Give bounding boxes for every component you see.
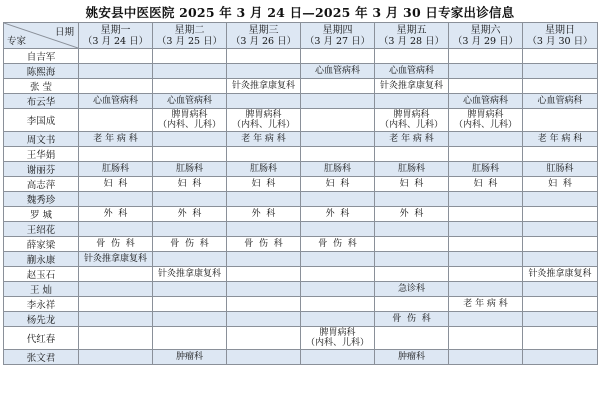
department-label: 脾胃病科 （内科、儿科） [379,110,443,130]
schedule-cell [375,109,449,132]
schedule-cell [449,312,523,327]
schedule-cell [449,350,523,365]
schedule-cell [523,297,598,312]
schedule-cell [375,177,449,192]
schedule-cell [153,132,227,147]
table-row [4,237,598,252]
expert-name: 魏秀珍 [4,192,79,207]
department-label: 心血管病科 [314,66,360,76]
date-label: （3 月 27 日） [304,35,371,47]
department-label: 心血管病科 [92,96,138,106]
weekday-label: 星期一 [100,24,131,36]
department-label: 肛肠科 [546,164,574,174]
department-label: 妇 科 [251,179,276,189]
schedule-cell [79,49,153,64]
day-header [449,23,523,49]
schedule-body [4,49,598,365]
date-label: （3 月 30 日） [527,35,593,47]
table-row [4,267,598,282]
schedule-cell [449,64,523,79]
schedule-cell [375,162,449,177]
table-row [4,297,598,312]
schedule-cell [301,132,375,147]
expert-name: 薛家梁 [4,237,79,252]
expert-name: 自吉军 [4,49,79,64]
schedule-cell [301,267,375,282]
schedule-cell [523,49,598,64]
schedule-cell [153,252,227,267]
weekday-label: 星期二 [174,24,205,36]
schedule-cell [523,192,598,207]
schedule-cell [227,109,301,132]
department-label: 肿瘤科 [175,352,203,362]
page-title: 姚安县中医医院 2025 年 3 月 24 日—2025 年 3 月 30 日专家出诊信息 [85,5,515,20]
schedule-cell [523,132,598,147]
weekday-label: 星期日 [545,24,575,36]
expert-name: 张文君 [4,350,79,365]
department-label: 心血管病科 [537,96,583,106]
schedule-cell [375,327,449,350]
schedule-cell [523,222,598,237]
day-header [79,23,153,49]
schedule-cell [153,94,227,109]
schedule-cell [79,327,153,350]
department-label: 外 科 [251,209,276,219]
day-header [301,23,375,49]
schedule-cell [301,350,375,365]
schedule-cell [301,252,375,267]
schedule-cell [523,79,598,94]
schedule-cell [153,192,227,207]
department-label: 脾胃病科 （内科、儿科） [157,110,221,130]
date-label: （3 月 25 日） [156,35,223,47]
schedule-cell [375,207,449,222]
department-label: 骨 伤 科 [392,314,431,324]
department-label: 老 年 病 科 [463,299,508,309]
schedule-cell [227,79,301,94]
date-label: （3 月 24 日） [82,35,149,47]
department-label: 妇 科 [548,179,572,189]
schedule-cell [375,282,449,297]
department-label: 老 年 病 科 [537,134,583,144]
schedule-cell [375,297,449,312]
schedule-cell [153,79,227,94]
table-row [4,252,598,267]
table-row [4,312,598,327]
schedule-cell [375,252,449,267]
schedule-cell [449,327,523,350]
department-label: 肿瘤科 [397,352,425,362]
schedule-cell [79,132,153,147]
schedule-cell [375,192,449,207]
expert-name: 王 灿 [4,282,79,297]
corner-expert-label: 专家 [7,36,27,47]
department-label: 针灸推拿康复科 [379,81,443,91]
expert-name: 蒯永康 [4,252,79,267]
schedule-cell [449,109,523,132]
schedule-cell [227,94,301,109]
schedule-cell [301,297,375,312]
schedule-cell [301,207,375,222]
schedule-cell [301,177,375,192]
department-label: 老 年 病 科 [241,134,286,144]
table-row [4,64,598,79]
schedule-cell [227,162,301,177]
expert-name: 李永祥 [4,297,79,312]
table-row [4,132,598,147]
department-label: 心血管病科 [388,66,434,76]
department-label: 急诊科 [397,284,425,294]
schedule-cell [301,222,375,237]
department-label: 老 年 病 科 [389,134,434,144]
schedule-cell [153,64,227,79]
department-label: 脾胃病科 （内科、儿科） [453,110,517,130]
schedule-cell [227,222,301,237]
expert-name: 张 莹 [4,79,79,94]
department-label: 肛肠科 [101,164,129,174]
department-label: 妇 科 [177,179,202,189]
table-row [4,109,598,132]
schedule-cell [79,79,153,94]
schedule-cell [79,109,153,132]
schedule-cell [375,222,449,237]
schedule-cell [523,327,598,350]
schedule-cell [79,252,153,267]
schedule-cell [449,147,523,162]
schedule-cell [523,64,598,79]
date-label: （3 月 29 日） [452,35,519,47]
table-row [4,162,598,177]
department-label: 外 科 [103,209,128,219]
expert-name: 李国成 [4,109,79,132]
schedule-table [3,22,598,365]
department-label: 针灸推拿康复科 [157,269,221,279]
schedule-cell [227,132,301,147]
schedule-cell [301,327,375,350]
schedule-cell [375,350,449,365]
schedule-cell [227,237,301,252]
schedule-cell [227,207,301,222]
schedule-cell [227,327,301,350]
schedule-cell [375,312,449,327]
schedule-cell [301,64,375,79]
schedule-cell [301,79,375,94]
table-row [4,350,598,365]
schedule-cell [523,207,598,222]
weekday-label: 星期五 [396,24,427,36]
weekday-label: 星期三 [248,24,279,36]
schedule-cell [153,312,227,327]
table-row [4,222,598,237]
schedule-cell [375,79,449,94]
schedule-cell [227,297,301,312]
schedule-cell [375,237,449,252]
schedule-cell [301,162,375,177]
department-label: 骨 伤 科 [318,239,357,249]
schedule-cell [449,192,523,207]
schedule-cell [523,109,598,132]
schedule-cell [79,222,153,237]
schedule-cell [301,147,375,162]
schedule-cell [79,64,153,79]
department-label: 骨 伤 科 [244,239,283,249]
date-label: （3 月 26 日） [230,35,297,47]
schedule-cell [523,267,598,282]
day-header [375,23,449,49]
department-label: 妇 科 [103,179,128,189]
schedule-cell [153,109,227,132]
table-row [4,192,598,207]
schedule-cell [449,252,523,267]
schedule-cell [79,147,153,162]
schedule-cell [301,312,375,327]
department-label: 心血管病科 [462,96,508,106]
schedule-cell [153,297,227,312]
department-label: 骨 伤 科 [96,239,135,249]
schedule-cell [153,162,227,177]
schedule-cell [79,94,153,109]
schedule-cell [227,147,301,162]
expert-name: 代红春 [4,327,79,350]
department-label: 针灸推拿康复科 [231,81,295,91]
table-row [4,49,598,64]
department-label: 肛肠科 [249,164,277,174]
table-row [4,147,598,162]
department-label: 脾胃病科 （内科、儿科） [305,328,369,348]
schedule-cell [449,282,523,297]
expert-name: 杨先龙 [4,312,79,327]
schedule-cell [375,64,449,79]
schedule-cell [301,237,375,252]
schedule-cell [523,350,598,365]
table-row [4,177,598,192]
schedule-cell [227,350,301,365]
department-label: 外 科 [325,209,350,219]
schedule-cell [79,312,153,327]
schedule-cell [227,267,301,282]
schedule-cell [523,252,598,267]
corner-date-label: 日期 [54,27,74,38]
expert-name: 罗 城 [4,207,79,222]
department-label: 妇 科 [473,179,498,189]
expert-name: 陈熙海 [4,64,79,79]
expert-name: 布云华 [4,94,79,109]
schedule-cell [153,282,227,297]
schedule-cell [523,237,598,252]
department-label: 针灸推拿康复科 [528,269,592,279]
schedule-cell [79,177,153,192]
table-row [4,327,598,350]
corner-cell [4,23,79,49]
schedule-cell [79,207,153,222]
schedule-cell [227,177,301,192]
schedule-cell [301,49,375,64]
schedule-cell [301,192,375,207]
schedule-cell [449,132,523,147]
day-header [523,23,598,49]
schedule-cell [449,207,523,222]
schedule-cell [449,297,523,312]
schedule-cell [79,350,153,365]
schedule-cell [227,252,301,267]
schedule-cell [375,132,449,147]
department-label: 针灸推拿康复科 [83,254,147,264]
department-label: 肛肠科 [397,164,425,174]
schedule-cell [153,350,227,365]
schedule-cell [79,297,153,312]
schedule-cell [375,267,449,282]
schedule-cell [375,49,449,64]
schedule-cell [153,237,227,252]
table-row [4,282,598,297]
department-label: 肛肠科 [323,164,351,174]
schedule-cell [153,222,227,237]
day-header [227,23,301,49]
schedule-cell [449,94,523,109]
weekday-label: 星期四 [322,24,353,36]
weekday-label: 星期六 [470,24,501,36]
schedule-cell [449,162,523,177]
date-label: （3 月 28 日） [378,35,445,47]
schedule-cell [375,94,449,109]
day-header [153,23,227,49]
schedule-cell [449,237,523,252]
schedule-cell [449,177,523,192]
department-label: 外 科 [177,209,202,219]
expert-name: 赵玉石 [4,267,79,282]
schedule-cell [153,207,227,222]
expert-name: 谢丽芬 [4,162,79,177]
expert-name: 王华娟 [4,147,79,162]
schedule-cell [449,222,523,237]
schedule-cell [153,267,227,282]
department-label: 脾胃病科 （内科、儿科） [231,110,295,130]
schedule-cell [375,147,449,162]
schedule-cell [523,162,598,177]
schedule-cell [79,162,153,177]
department-label: 外 科 [399,209,424,219]
schedule-cell [523,282,598,297]
department-label: 骨 伤 科 [170,239,209,249]
expert-name: 王绍花 [4,222,79,237]
header-row [4,23,598,49]
schedule-cell [449,49,523,64]
department-label: 妇 科 [399,179,424,189]
schedule-cell [153,327,227,350]
table-row [4,79,598,94]
department-label: 肛肠科 [175,164,203,174]
schedule-cell [153,147,227,162]
schedule-cell [523,147,598,162]
schedule-cell [449,267,523,282]
table-row [4,94,598,109]
schedule-cell [227,49,301,64]
schedule-cell [153,177,227,192]
expert-name: 周文书 [4,132,79,147]
expert-name: 高志萍 [4,177,79,192]
schedule-cell [301,94,375,109]
schedule-cell [449,79,523,94]
schedule-cell [301,109,375,132]
department-label: 心血管病科 [166,96,212,106]
schedule-cell [227,192,301,207]
department-label: 妇 科 [325,179,350,189]
schedule-cell [523,94,598,109]
schedule-cell [523,312,598,327]
table-row [4,207,598,222]
department-label: 肛肠科 [471,164,499,174]
schedule-cell [523,177,598,192]
schedule-cell [227,64,301,79]
schedule-cell [79,267,153,282]
schedule-cell [79,237,153,252]
schedule-cell [301,282,375,297]
schedule-cell [79,282,153,297]
schedule-cell [153,49,227,64]
schedule-cell [79,192,153,207]
department-label: 老 年 病 科 [93,134,138,144]
schedule-cell [227,312,301,327]
schedule-cell [227,282,301,297]
